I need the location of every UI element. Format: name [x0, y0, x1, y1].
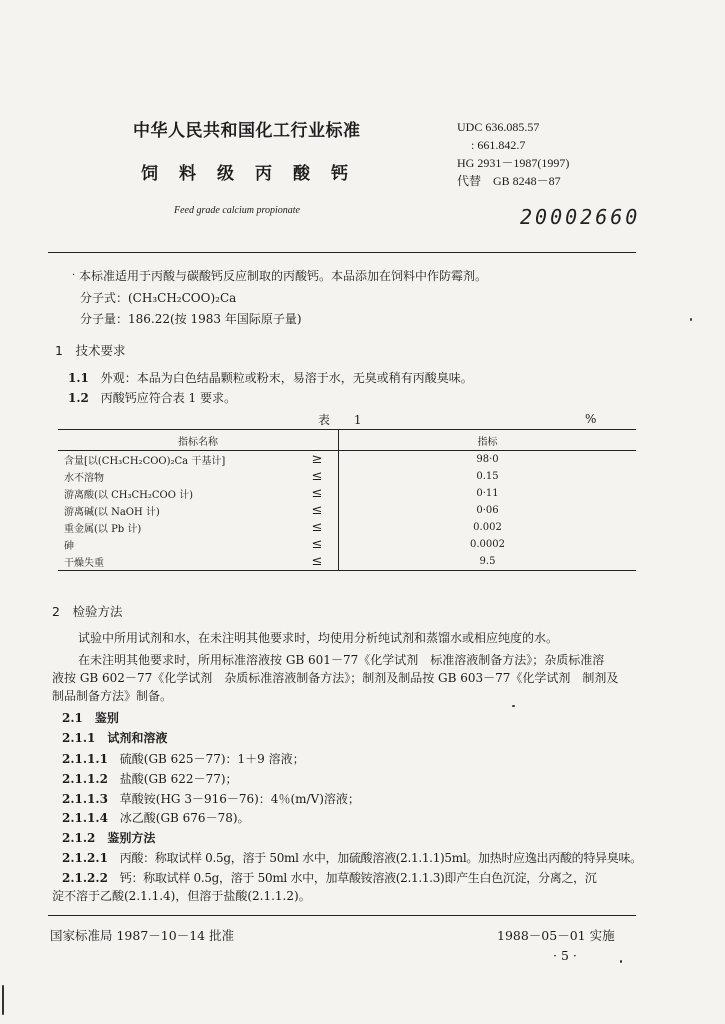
row-operator: ≤ — [296, 502, 339, 519]
row-name: 干燥失重 — [58, 553, 296, 571]
replaces-standard: 代替 GB 8248－87 — [457, 174, 561, 188]
classification-codes — [453, 118, 569, 190]
standard-category-title: 中华人民共和国化工行业标准 — [133, 121, 361, 141]
clause-1-1 — [68, 370, 473, 386]
row-name: 含量[以(CH₃CH₂COO)₂Ca 干基计] — [64, 456, 226, 467]
intro-scope — [72, 268, 487, 284]
product-title-en: Feed grade calcium propionate — [174, 205, 300, 216]
clause-1-1-text: 外观：本品为白色结晶颗粒或粉末，易溶于水，无臭或稍有丙酸臭味。 — [100, 371, 473, 385]
reagent-2-1-1-4 — [62, 810, 250, 826]
clause-2-1-1-title: 2.1.1 试剂和溶液 — [62, 731, 168, 745]
column-header-name: 指标名称 — [58, 430, 339, 451]
row-name: 水不溶物 — [64, 473, 104, 484]
reagent-2-1-1-1 — [62, 751, 305, 767]
row-value: 9.5 — [339, 553, 637, 571]
section-2-title: 2 检验方法 — [52, 604, 123, 619]
reagent-number: 2.1.1.3 — [62, 792, 108, 806]
table-row — [58, 502, 636, 519]
page-number: · 5 · — [553, 948, 577, 963]
table-1-caption: 表 1 — [318, 413, 372, 427]
udc-code-2: : 661.842.7 — [471, 138, 526, 152]
table-row — [58, 553, 636, 571]
row-operator: ≤ — [296, 468, 339, 485]
row-name: 重金属(以 Pb 计) — [64, 524, 142, 535]
scan-speck — [512, 705, 515, 707]
reagent-text: 硫酸(GB 625－77)：1＋9 溶液； — [119, 752, 305, 766]
clause-1-2-number: 1.2 — [68, 391, 89, 405]
clause-1-1-number: 1.1 — [68, 371, 89, 385]
section-1-title: 1 技术要求 — [55, 343, 126, 358]
standard-solution-note-line2: 液按 GB 602－77《化学试剂 杂质标准溶液制备方法》；制剂及制品按 GB 603－77《化学试剂 制剂及 — [52, 671, 619, 685]
reagent-text: 盐酸(GB 622－77)； — [119, 772, 238, 786]
standard-solution-note-line3: 制品制备方法》制备。 — [52, 689, 173, 703]
molecular-weight: 分子量：186.22(按 1983 年国际原子量) — [80, 312, 302, 326]
method-2-1-2-1 — [62, 850, 642, 866]
table-1-unit: % — [585, 412, 597, 426]
row-operator: ≥ — [296, 451, 339, 469]
table-row — [58, 536, 636, 553]
table-row — [58, 468, 636, 485]
row-value: 0.0002 — [470, 539, 505, 550]
clause-1-2 — [68, 390, 236, 406]
table-row — [58, 485, 636, 502]
reagent-text: 冰乙酸(GB 676－78)。 — [119, 811, 250, 825]
row-name: 游离酸(以 CH₃CH₂COO 计) — [64, 490, 193, 501]
scan-speck — [620, 960, 622, 963]
table-header-row — [58, 430, 636, 451]
table-row — [58, 451, 636, 469]
effective-date: 1988－05－01 实施 — [497, 928, 615, 943]
reagent-number: 2.1.1.1 — [62, 752, 108, 766]
udc-code-1: UDC 636.085.57 — [457, 120, 540, 134]
clause-2-1-title: 2.1 鉴别 — [62, 711, 119, 725]
reagent-text: 草酸铵(HG 3－916－76)：4％(m/V)溶液； — [119, 792, 360, 806]
archive-stamp-number: 20002660 — [520, 205, 641, 229]
molecular-formula: 分子式：(CH₃CH₂COO)₂Ca — [80, 291, 237, 305]
bullet-mark: · — [72, 270, 76, 281]
standard-solution-note-line1: 在未注明其他要求时，所用标准溶液按 GB 601－77《化学试剂 标准溶液制备方法》；杂质标准溶 — [78, 653, 605, 667]
scan-edge-mark — [2, 985, 4, 1015]
row-operator: ≤ — [296, 519, 339, 536]
scan-speck — [690, 318, 692, 321]
clause-1-2-text: 丙酸钙应符合表 1 要求。 — [100, 391, 236, 405]
method-text-line1: 钙：称取试样 0.5g，溶于 50ml 水中，加草酸铵溶液(2.1.1.3)即产生白色沉淀，分离之，沉 — [119, 871, 597, 885]
row-value: 0·06 — [476, 505, 499, 516]
header-divider — [48, 252, 636, 253]
clause-2-1-2-title: 2.1.2 鉴别方法 — [62, 831, 156, 845]
reagent-2-1-1-3 — [62, 791, 360, 807]
method-text: 丙酸：称取试样 0.5g，溶于 50ml 水中，加硫酸溶液(2.1.1.1)5ml。加热时应逸出丙酸的特异臭味。 — [119, 851, 642, 865]
requirements-table — [58, 429, 636, 571]
method-2-1-2-2-line2: 淀不溶于乙酸(2.1.1.4)，但溶于盐酸(2.1.1.2)。 — [52, 889, 311, 903]
row-operator: ≤ — [296, 553, 339, 571]
row-value: 0.15 — [476, 471, 499, 482]
table-row — [58, 519, 636, 536]
row-value: 0·11 — [476, 488, 499, 499]
method-2-1-2-2 — [62, 870, 597, 886]
approval-date: 国家标准局 1987－10－14 批准 — [50, 928, 235, 943]
footer-divider — [48, 915, 636, 916]
column-header-value: 指标 — [339, 430, 637, 451]
method-number: 2.1.2.1 — [62, 851, 108, 865]
general-reagent-note: 试验中所用试剂和水，在未注明其他要求时，均使用分析纯试剂和蒸馏水或相应纯度的水。 — [78, 631, 559, 645]
reagent-number: 2.1.1.2 — [62, 772, 108, 786]
reagent-2-1-1-2 — [62, 771, 238, 787]
row-operator: ≤ — [296, 485, 339, 502]
intro-scope-text: 本标准适用于丙酸与碳酸钙反应制取的丙酸钙。本品添加在饲料中作防霉剂。 — [79, 269, 488, 283]
row-value: 0.002 — [473, 522, 502, 533]
reagent-number: 2.1.1.4 — [62, 811, 108, 825]
row-name: 游离碱(以 NaOH 计) — [64, 507, 160, 518]
row-name: 砷 — [64, 541, 74, 552]
row-value: 98·0 — [476, 454, 499, 465]
standard-number: HG 2931－1987(1997) — [457, 156, 570, 170]
method-number: 2.1.2.2 — [62, 871, 108, 885]
row-operator: ≤ — [296, 536, 339, 553]
product-title-cn: 饲料级丙酸钙 — [141, 164, 369, 184]
